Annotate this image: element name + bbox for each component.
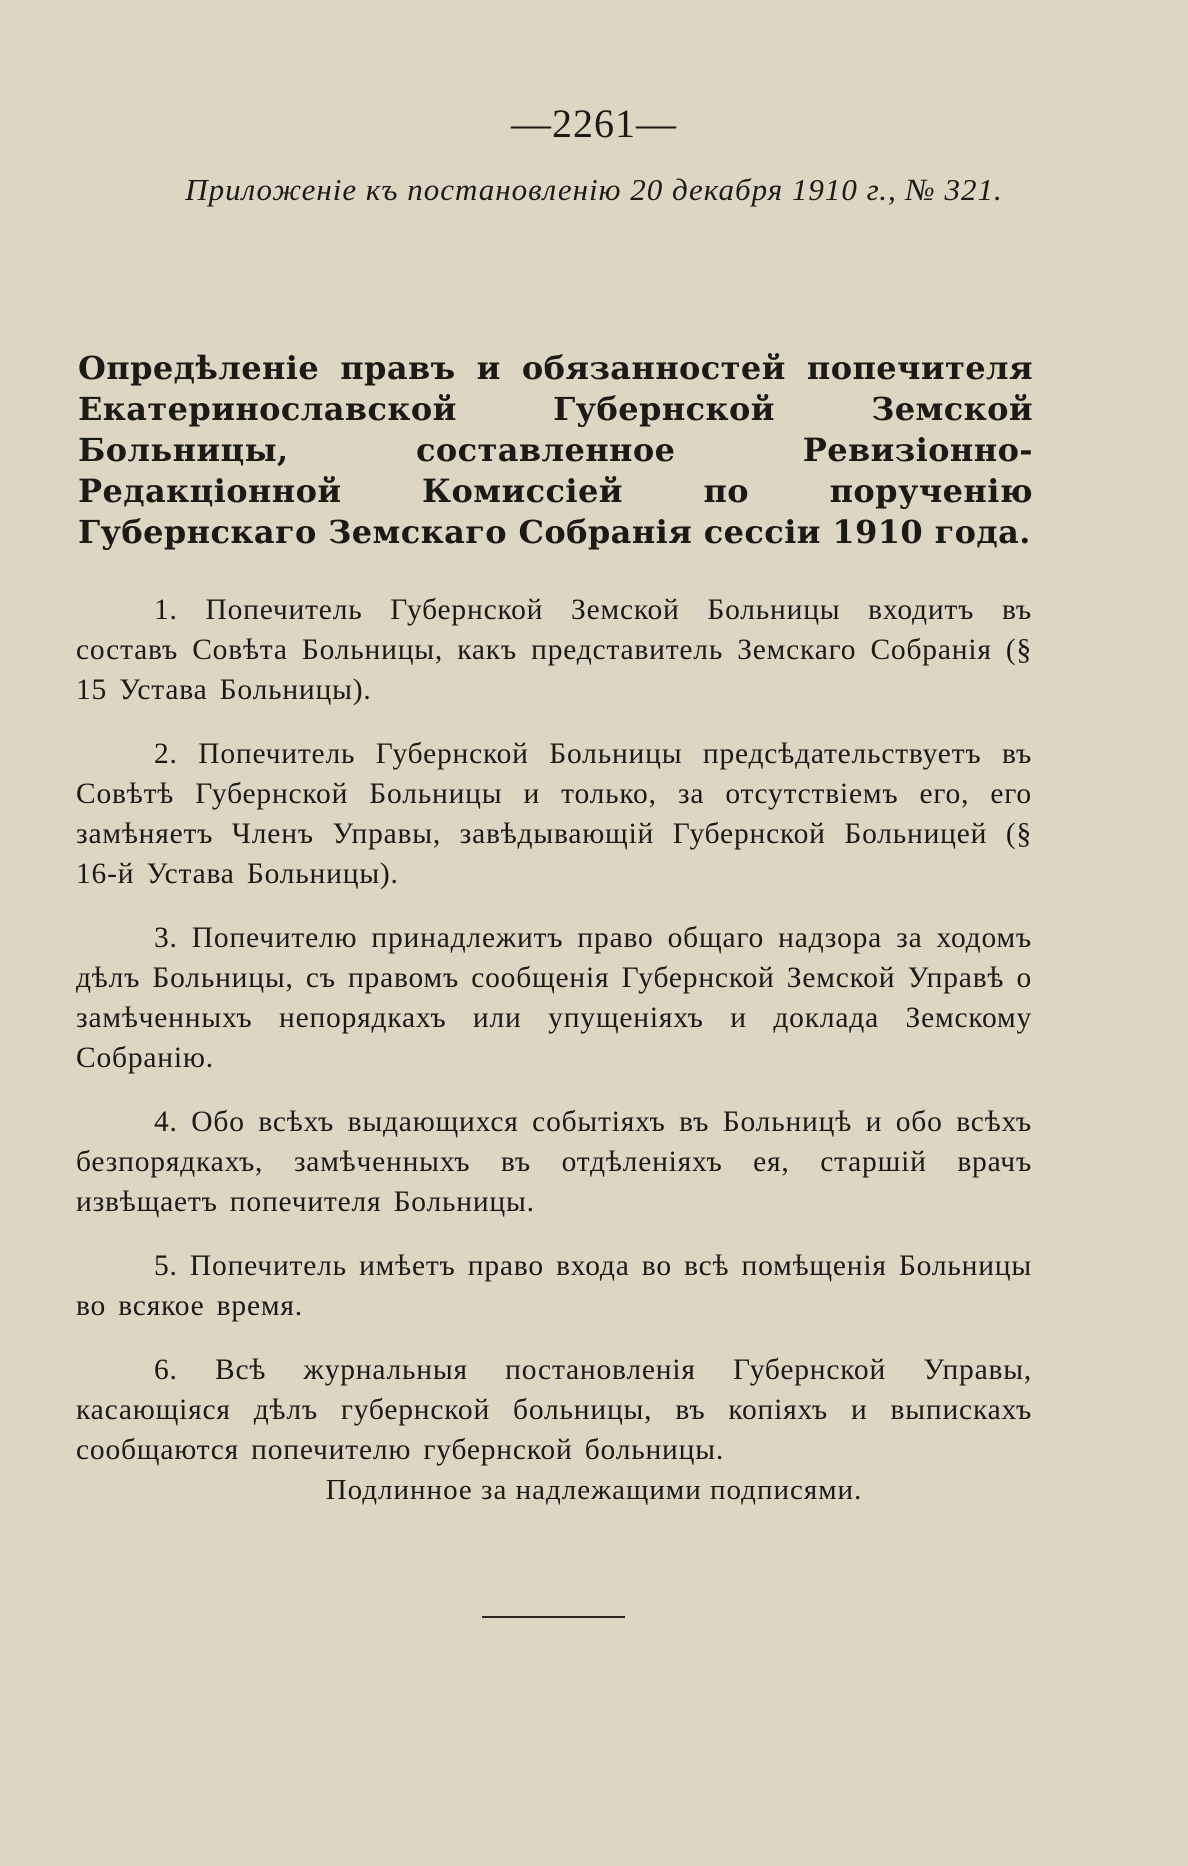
- closing-line: Подлинное за надлежащими подписями.: [325, 1474, 863, 1506]
- paragraph-2: 2. Попечитель Губернской Больницы предсѣдательствуетъ въ Совѣтѣ Губернской Больницы и только, за отсутствіемъ его, его замѣняетъ Членъ Управы, завѣдывающій Губернской Больницей (§ 16-й Устава Больницы).: [76, 738, 1032, 890]
- paragraph-4: 4. Обо всѣхъ выдающихся событіяхъ въ Больницѣ и обо всѣхъ безпорядкахъ, замѣченныхъ въ отдѣленіяхъ ея, старшій врачъ извѣщаетъ попечителя Больницы.: [76, 1106, 1032, 1218]
- end-rule: [482, 1616, 625, 1618]
- paragraph-3: 3. Попечителю принадлежитъ право общаго надзора за ходомъ дѣлъ Больницы, съ правомъ сообщенія Губернской Земской Управѣ о замѣченныхъ непорядкахъ или упущеніяхъ и доклада Земскому Собранію.: [76, 922, 1032, 1074]
- document-body: [76, 590, 1032, 1494]
- paragraph-1: 1. Попечитель Губернской Земской Больницы входитъ въ составъ Совѣта Больницы, какъ представитель Земскаго Собранія (§ 15 Устава Больницы).: [76, 594, 1032, 706]
- document-subtitle: Приложеніе къ постановленію 20 декабря 1910 г., № 321.: [185, 172, 1003, 207]
- page-number: —2261—: [511, 101, 677, 146]
- paragraph-6: 6. Всѣ журнальныя постановленія Губернской Управы, касающіяся дѣлъ губернской больницы, въ копіяхъ и выпискахъ сообщаются попечителю губернской больницы.: [76, 1354, 1032, 1466]
- document-title: Опредѣленіе правъ и обязанностей попечителя Екатеринославской Губернской Земской Больницы, составленное Ревизіонно-Редакціонной Комиссіей по порученію Губернскаго Земскаго Собранія сессіи 1910 года.: [78, 349, 1033, 551]
- paragraph-5: 5. Попечитель имѣетъ право входа во всѣ помѣщенія Больницы во всякое время.: [76, 1250, 1032, 1322]
